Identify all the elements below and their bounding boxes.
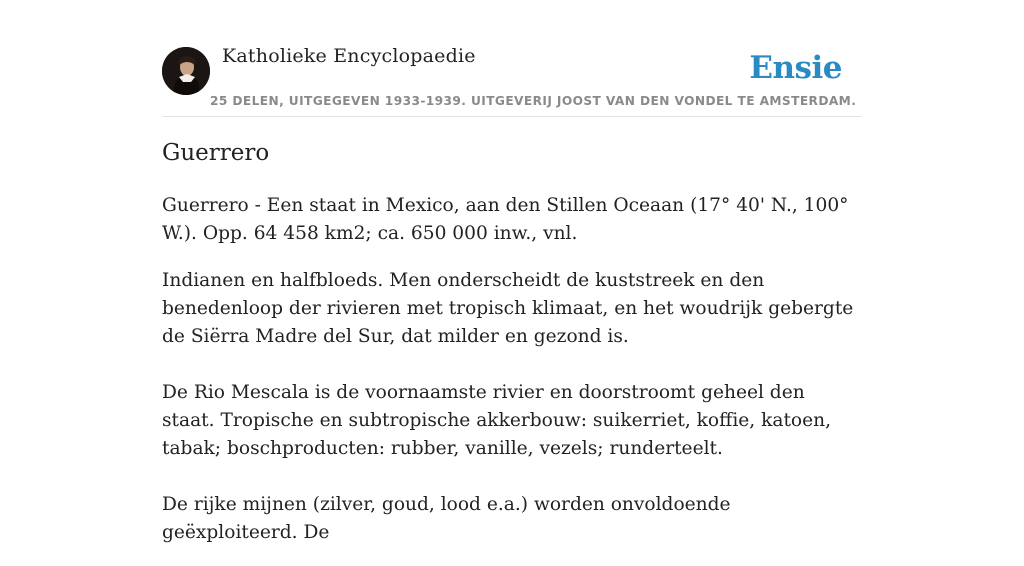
publication-tagline: 25 DELEN, UITGEGEVEN 1933-1939. UITGEVERIJ JOOST VAN DEN VONDEL TE AMSTERDAM. — [210, 94, 857, 108]
article-body — [162, 192, 862, 566]
page-container — [162, 0, 862, 543]
article-paragraph: De Rio Mescala is de voornaamste rivier en doorstroomt geheel den staat. Tropische en subtropische akkerbouw: suikerriet, koffie, katoen, tabak; boschproducten: rubber, vanille, vezels; runderteelt. — [162, 382, 831, 459]
article-paragraph: Indianen en halfbloeds. Men onderscheidt de kuststreek en den benedenloop der rivieren met tropisch klimaat, en het woudrijk gebergte de Siërra Madre del Sur, dat milder en gezond is. — [162, 270, 854, 347]
publication-name[interactable]: Katholieke Encyclopaedie — [222, 45, 476, 67]
article-title: Guerrero — [162, 140, 270, 166]
publication-avatar-icon[interactable] — [162, 47, 210, 95]
ensie-logo[interactable]: Ensie — [749, 50, 842, 86]
article-paragraph: De rijke mijnen (zilver, goud, lood e.a.) worden onvoldoende geëxploiteerd. De — [162, 494, 731, 543]
article-paragraph: Guerrero - Een staat in Mexico, aan den Stillen Oceaan (17° 40' N., 100° W.). Opp. 64 458 km2; ca. 650 000 inw., vnl. — [162, 195, 849, 244]
site-header — [162, 0, 862, 117]
